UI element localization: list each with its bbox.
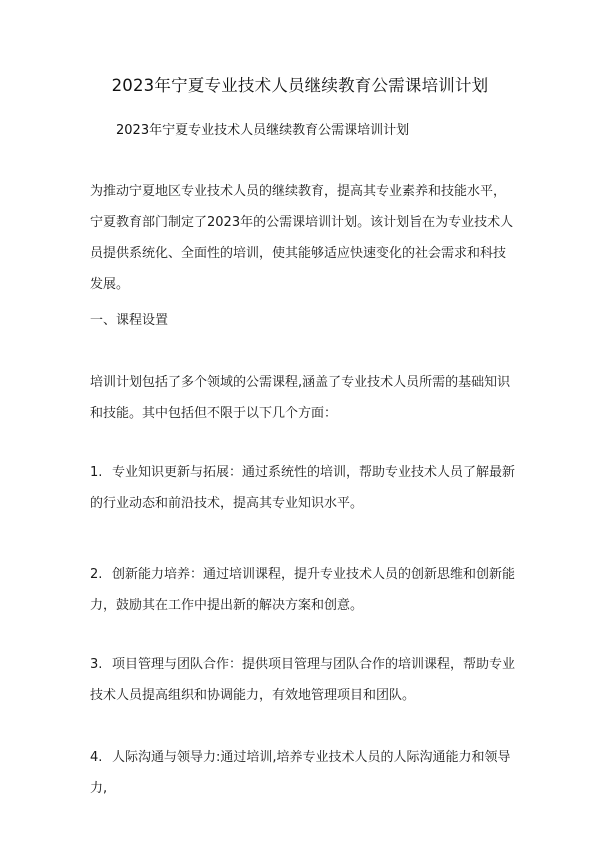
- list-item: [90, 649, 518, 711]
- section-lead-paragraph: 培训计划包括了多个领域的公需课程,涵盖了专业技术人员所需的基础知识和技能。其中包括但不限于以下几个方面：: [90, 375, 511, 421]
- list-item-number: 2.: [90, 567, 103, 582]
- list-item: [90, 742, 518, 804]
- intro-paragraph: 为推动宁夏地区专业技术人员的继续教育，提高其专业素养和技能水平，宁夏教育部门制定了2023年的公需课培训计划。该计划旨在为专业技术人员提供系统化、全面性的培训，使其能够适应快速变化的社会需求和科技发展。: [90, 184, 514, 292]
- section-heading: 一、课程设置: [90, 313, 169, 328]
- list-item: [90, 559, 518, 621]
- list-item: [90, 457, 518, 519]
- list-item-text: 人际沟通与领导力:通过培训,培养专业技术人员的人际沟通能力和领导力,: [90, 750, 511, 796]
- list-item-number: 1.: [90, 465, 103, 480]
- list-item-text: 专业知识更新与拓展：通过系统性的培训，帮助专业技术人员了解最新的行业动态和前沿技术，提高其专业知识水平。: [90, 465, 516, 511]
- list-item-text: 创新能力培养：通过培训课程，提升专业技术人员的创新思维和创新能力，鼓励其在工作中提出新的解决方案和创意。: [90, 567, 516, 613]
- list-item-text: 项目管理与团队合作：提供项目管理与团队合作的培训课程，帮助专业技术人员提高组织和协调能力，有效地管理项目和团队。: [90, 657, 516, 703]
- list-item-number: 3.: [90, 657, 103, 672]
- document-subtitle: 2023年宁夏专业技术人员继续教育公需课培训计划: [116, 123, 410, 138]
- list-item-number: 4.: [90, 750, 103, 765]
- document-title: 2023年宁夏专业技术人员继续教育公需课培训计划: [111, 76, 489, 95]
